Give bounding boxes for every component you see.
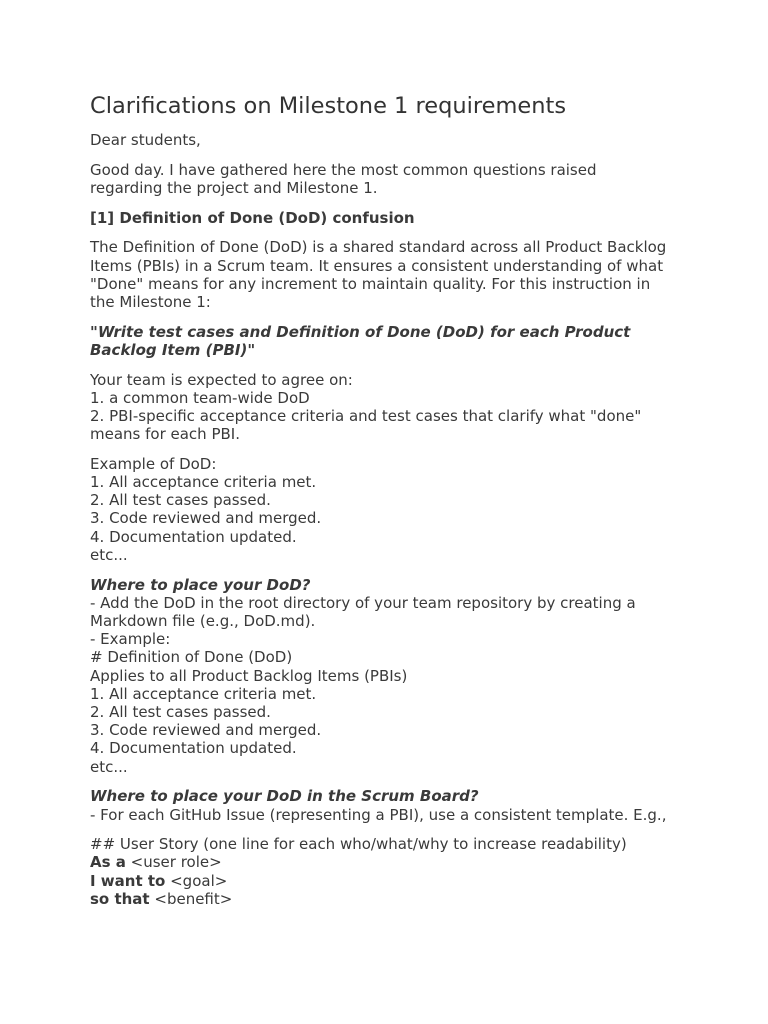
template-row-key: so that [90,889,150,908]
template-row [90,872,672,890]
section-heading-dod-confusion: [1] Definition of Done (DoD) confusion [90,208,415,227]
template-row-value: <benefit> [149,889,233,908]
agreement-lead: Your team is expected to agree on: [90,370,353,389]
example-dod-item: etc... [90,545,128,564]
template-row-key: I want to [90,871,166,890]
where-board-block [90,787,672,823]
where-dod-line: - Add the DoD in the root directory of your team repository by creating a Markdown file (e.g., DoD.md). [90,593,636,630]
where-dod-line: etc... [90,757,128,776]
where-dod-heading: Where to place your DoD? [90,575,311,594]
intro-paragraph: Good day. I have gathered here the most common questions raised regarding the project and Milestone 1. [90,160,597,197]
agreement-block [90,371,672,444]
example-dod-block [90,455,672,564]
agreement-item: 1. a common team-wide DoD [90,388,310,407]
where-dod-block [90,576,672,776]
user-story-template [90,835,672,908]
template-row-key: As a [90,853,126,872]
example-dod-item: 1. All acceptance criteria met. [90,473,317,492]
template-row-value: <goal> [165,871,228,890]
template-row [90,890,672,908]
dod-explanation-paragraph: The Definition of Done (DoD) is a shared standard across all Product Backlog Items (PBIs) in a Scrum team. It ensures a consistent understanding of what "Done" means for any increment to maintain quality. For this instruction in the Milestone 1: [90,238,667,311]
where-dod-line: Applies to all Product Backlog Items (PBIs) [90,666,408,685]
where-dod-line: - Example: [90,630,171,649]
where-board-heading: Where to place your DoD in the Scrum Board? [90,787,479,806]
template-row-value: <user role> [125,853,222,872]
example-dod-item: 3. Code reviewed and merged. [90,509,322,528]
template-header: ## User Story (one line for each who/what/why to increase readability) [90,835,627,854]
milestone-instruction-quote: "Write test cases and Definition of Done (DoD) for each Product Backlog Item (PBI)" [90,322,631,359]
page-title: Clarifications on Milestone 1 requirements [90,93,567,119]
example-dod-item: 4. Documentation updated. [90,527,297,546]
where-dod-line: 2. All test cases passed. [90,702,271,721]
example-dod-lead: Example of DoD: [90,454,217,473]
agreement-item: 2. PBI-specific acceptance criteria and test cases that clarify what "done" means for each PBI. [90,406,642,444]
where-dod-line: 4. Documentation updated. [90,739,297,758]
greeting: Dear students, [90,131,201,149]
where-dod-line: # Definition of Done (DoD) [90,648,293,667]
where-board-line: - For each GitHub Issue (representing a PBI), use a consistent template. E.g., [90,805,667,824]
where-dod-line: 1. All acceptance criteria met. [90,684,317,703]
example-dod-item: 2. All test cases passed. [90,491,271,510]
where-dod-line: 3. Code reviewed and merged. [90,721,322,740]
template-row [90,853,672,871]
